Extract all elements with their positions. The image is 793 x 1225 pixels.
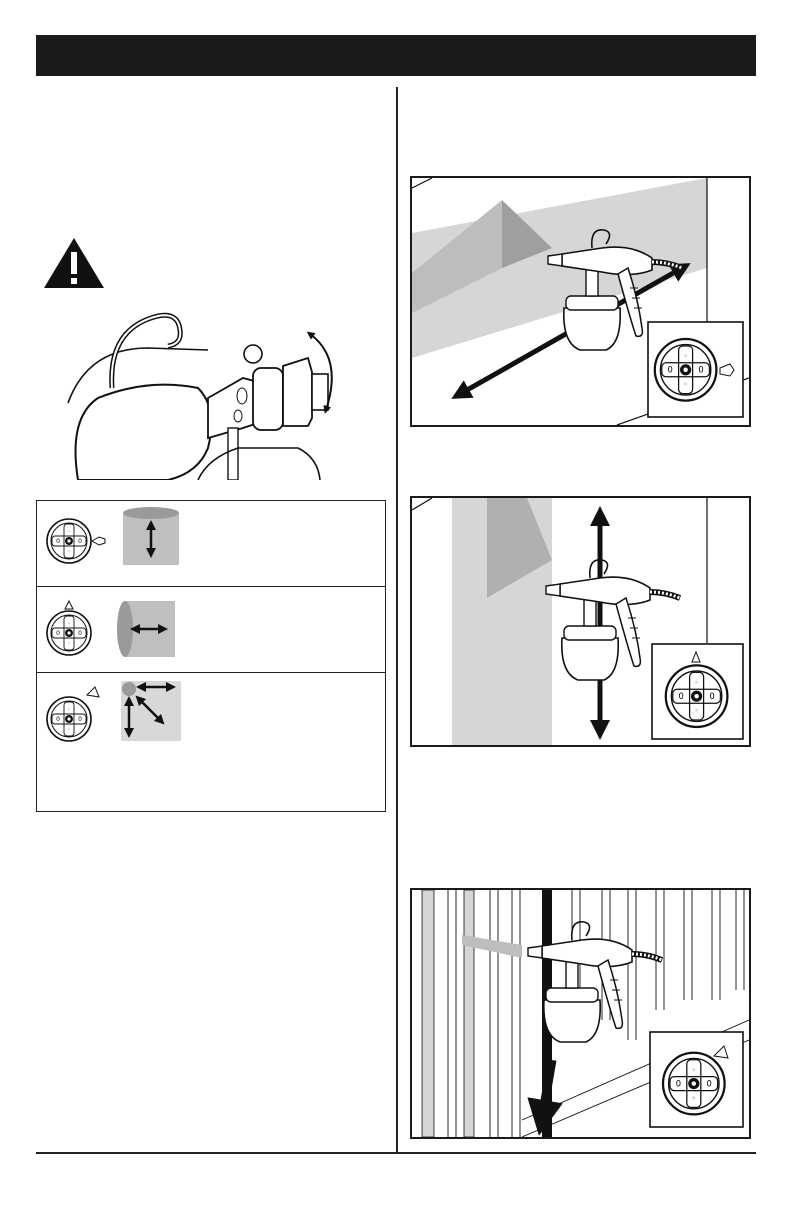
pattern-row-vertical	[37, 501, 385, 587]
warning-triangle-icon	[42, 236, 106, 290]
pattern-row-round	[37, 673, 385, 811]
vertical-spray-pattern-icon	[123, 507, 179, 565]
round-spraying-illustration	[410, 888, 751, 1139]
column-divider	[396, 87, 398, 1153]
horizontal-spraying-illustration	[410, 176, 751, 427]
horizontal-pattern-knob-icon	[47, 519, 105, 563]
round-pattern-knob-icon	[47, 687, 99, 741]
spray-pattern-table	[36, 500, 386, 812]
horizontal-spray-pattern-icon	[117, 601, 175, 657]
section-header-bar	[36, 35, 756, 76]
vertical-spraying-illustration	[410, 496, 751, 747]
pattern-row-horizontal	[37, 587, 385, 673]
vertical-pattern-knob-icon	[47, 601, 91, 655]
round-spray-pattern-icon	[121, 681, 181, 741]
footer-rule	[36, 1152, 756, 1154]
spray-tip-adjust-illustration	[58, 308, 370, 480]
